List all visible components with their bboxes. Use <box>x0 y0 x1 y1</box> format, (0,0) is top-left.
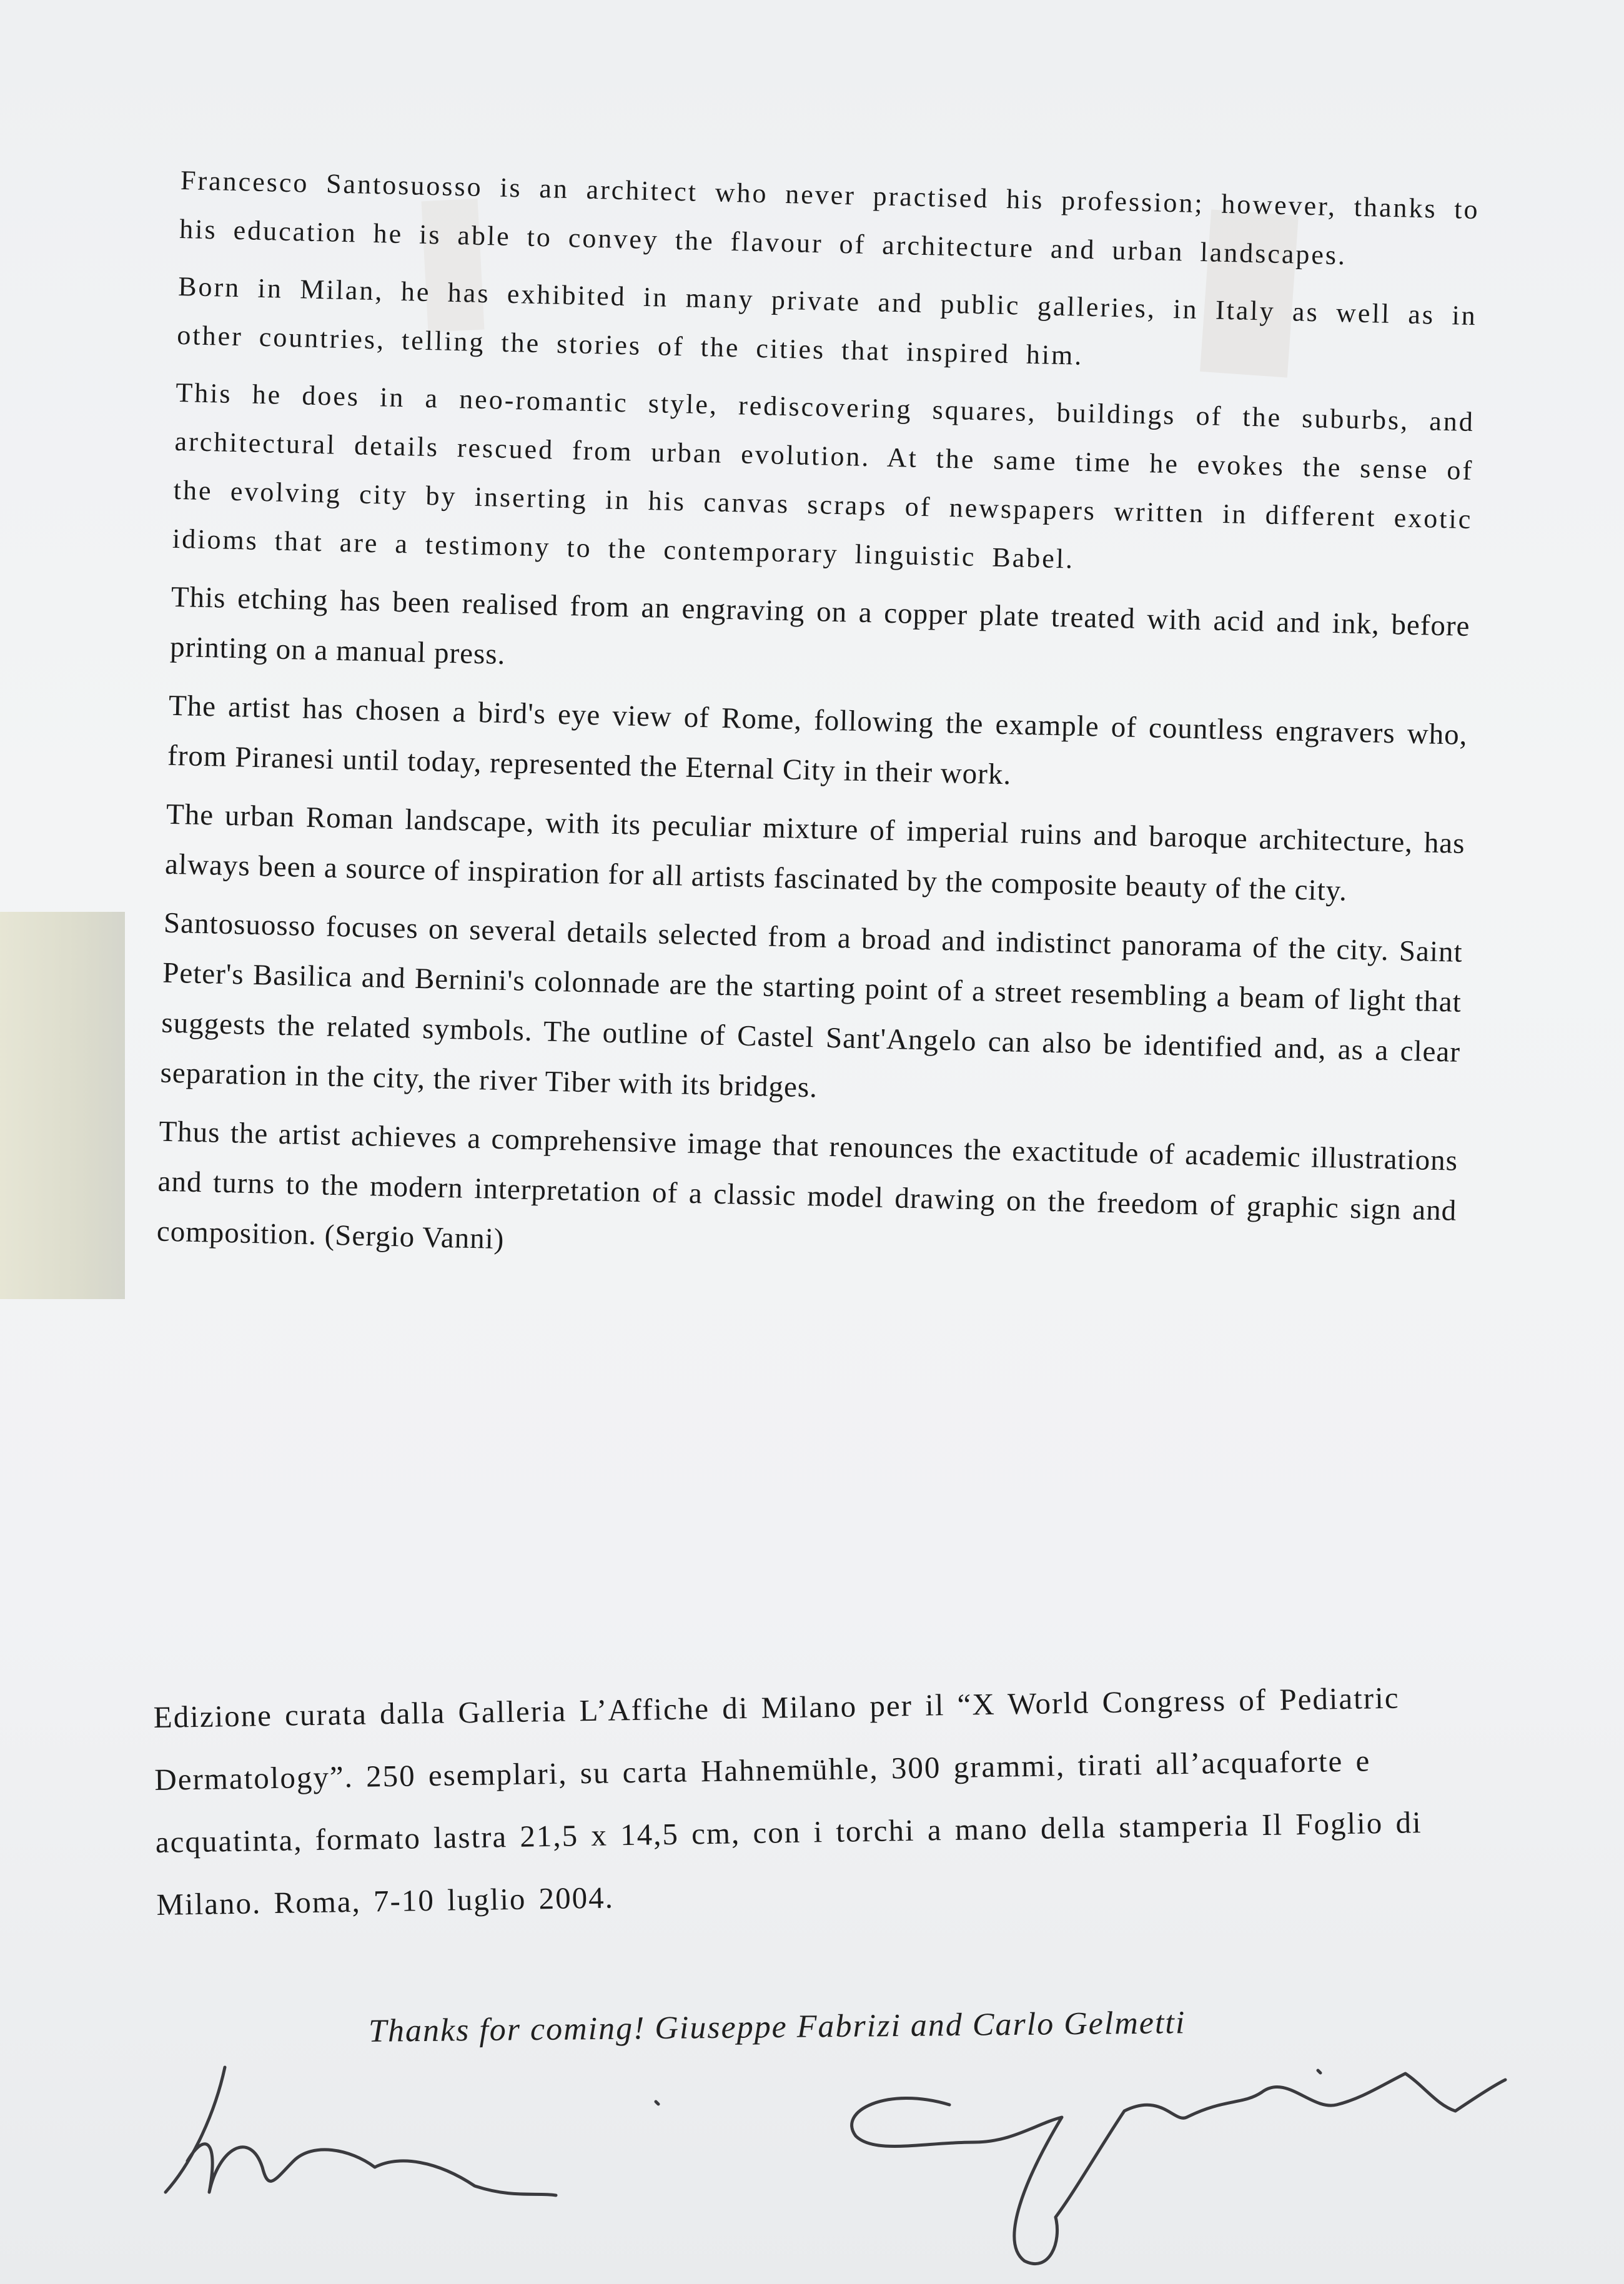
paragraph: The urban Roman landscape, with its peculiar mixture of imperial ruins and baroque architecture, has always been a source of inspiration for all artists fascinated by the composite beauty of the city. <box>164 798 1466 907</box>
signature-left <box>166 2067 556 2195</box>
edition-note <box>153 1665 1493 1945</box>
paragraph: Francesco Santosuosso is an architect who never practised his profession; however, thanks to his education he is able to convey the flavour of architecture and urban landscapes. <box>179 164 1480 271</box>
thanks-line: Thanks for coming! Giuseppe Fabrizi and Carlo Gelmetti <box>368 2005 1186 2049</box>
artist-description <box>156 156 1480 1295</box>
paragraph: Santosuosso focuses on several details selected from a broad and indistinct panorama of the city. Saint Peter's Basilica and Bernini's colonnade are the starting point of a street resembling a beam of light that suggests the related symbols. The outline of Castel Sant'Angelo can also be identified and, as a clear separation in the city, the river Tiber with its bridges. <box>160 906 1463 1104</box>
paragraph: This he does in a neo-romantic style, rediscovering squares, buildings of the suburbs, and architectural details rescued from urban evolution. At the same time he evokes the sense of the evolving city by inserting in his canvas scraps of newspapers written in different exotic idioms that are a testimony to the contemporary linguistic Babel. <box>172 377 1475 575</box>
tape-strip <box>0 912 125 1299</box>
signature-right <box>852 2074 1505 2264</box>
paragraph: Born in Milan, he has exhibited in many private and public galleries, in Italy as well as in other countries, telling the stories of the cities that inspired him. <box>176 270 1478 371</box>
paragraph: Thus the artist achieves a comprehensive image that renounces the exactitude of academic illustrations and turns to the modern interpretation of a classic model drawing on the freedom of graphic sign and composition. (Sergio Vanni) <box>156 1115 1458 1256</box>
signature-left-dot <box>656 2102 658 2104</box>
signature-right-dot <box>1318 2070 1320 2073</box>
handwritten-signatures <box>0 2036 1624 2284</box>
paragraph: The artist has chosen a bird's eye view of Rome, following the example of countless engravers who, from Piranesi until today, represented the Eternal City in their work. <box>167 689 1468 791</box>
paragraph: This etching has been realised from an engraving on a copper plate treated with acid and ink, before printing on a manual press. <box>169 580 1471 671</box>
edition-text: Edizione curata dalla Galleria L’Affiche di Milano per il “X World Congress of Pediatric Dermatology”. 250 esemplari, su carta Hahnemühle, 300 grammi, tirati all’acquaforte e acquatinta, formato lastra 21,5 x 14,5 cm, con i torchi a mano della stamperia Il Foglio di Milano. Roma, 7-10 luglio 2004. <box>153 1680 1423 1922</box>
